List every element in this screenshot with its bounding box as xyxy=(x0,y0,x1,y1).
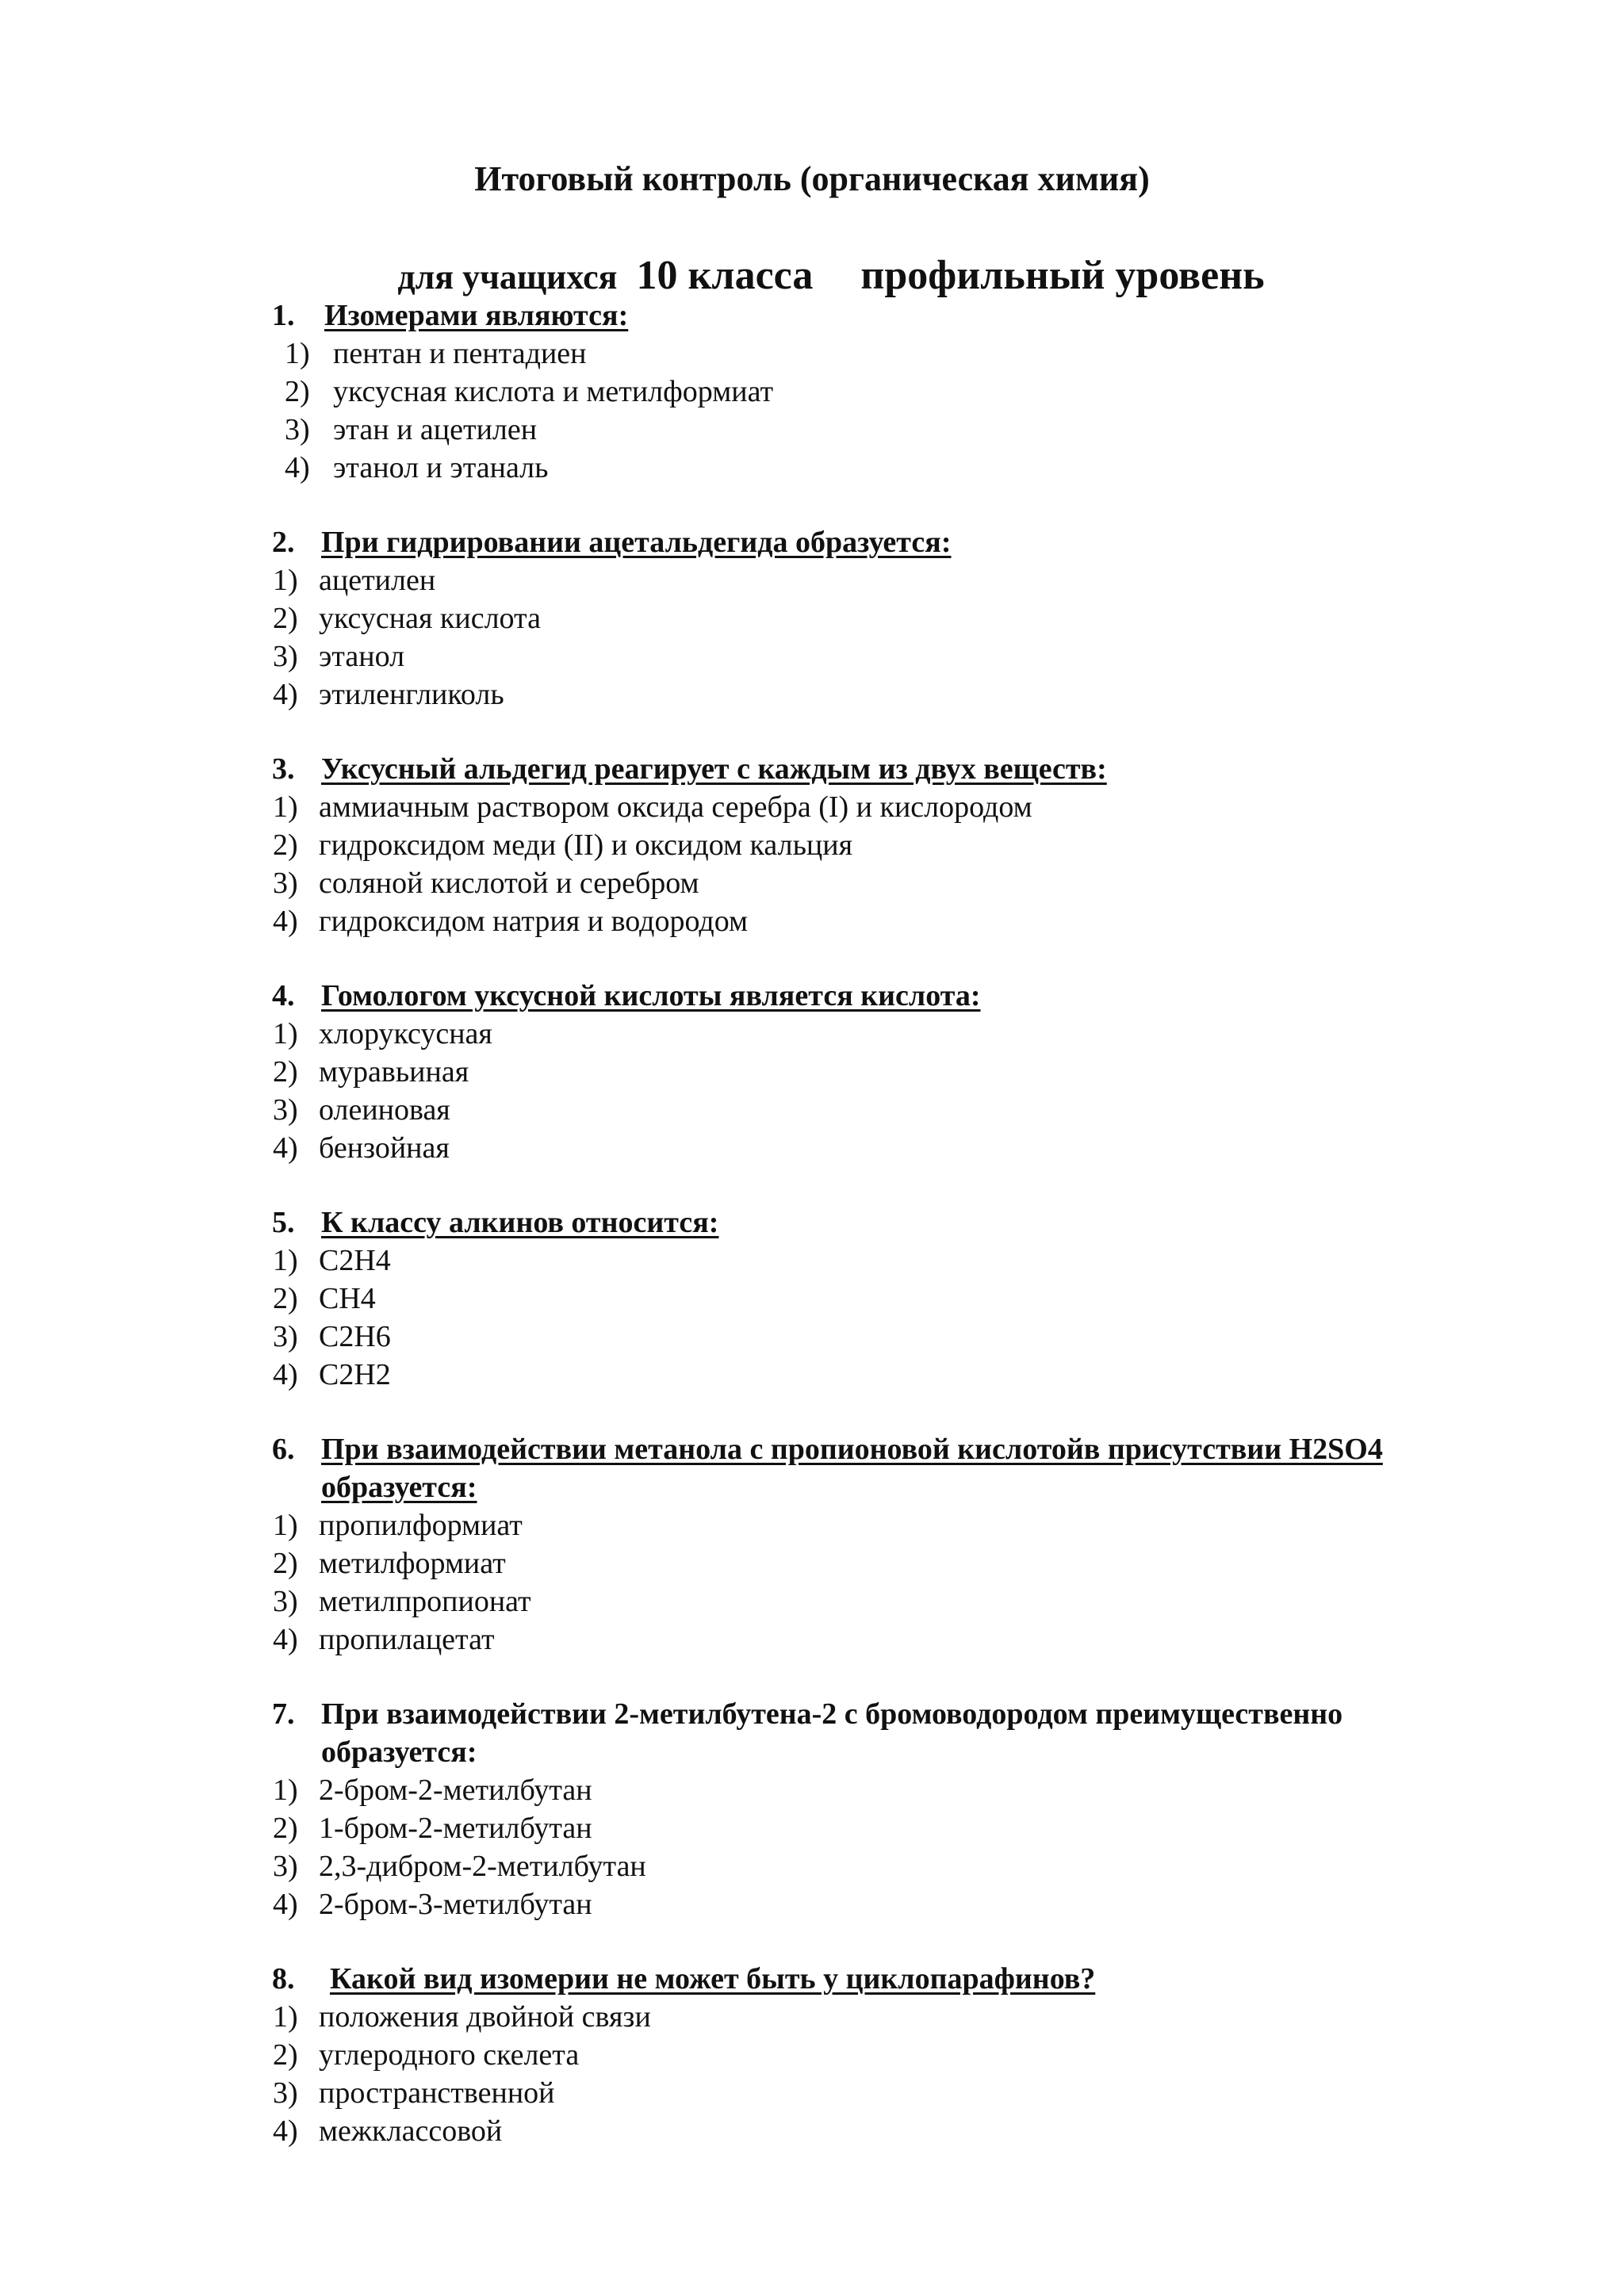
title-audience: для учащихся xyxy=(397,258,618,297)
option-text: этанол xyxy=(319,640,405,673)
question-text: Уксусный альдегид реагирует с каждым из двух веществ: xyxy=(321,752,1107,786)
title-grade: 10 класса xyxy=(636,253,814,298)
option-number: 3) xyxy=(273,1320,298,1353)
option-text: этан и ацетилен xyxy=(333,413,538,446)
option-number: 1) xyxy=(285,337,310,370)
option-text: пространственной xyxy=(319,2076,555,2110)
question-text: Изомерами являются: xyxy=(324,299,629,332)
option-text: хлоруксусная xyxy=(319,1017,492,1050)
question-text: При взаимодействии метанола с пропионовой кислотойв присутствии H2SO4 xyxy=(321,1433,1383,1466)
question-number: 7. xyxy=(272,1697,295,1731)
option-number: 3) xyxy=(273,640,298,673)
option-number: 4) xyxy=(273,2114,298,2148)
option-number: 2) xyxy=(273,828,298,862)
option-text: бензойная xyxy=(319,1131,450,1165)
option-text: межклассовой xyxy=(319,2114,503,2148)
question-text: Гомологом уксусной кислоты является кислота: xyxy=(321,979,981,1012)
option-number: 2) xyxy=(285,375,310,408)
option-text: C2H6 xyxy=(319,1320,391,1353)
title-level: профильный уровень xyxy=(860,253,1265,298)
option-number: 2) xyxy=(273,1282,298,1315)
option-number: 1) xyxy=(273,1017,298,1050)
option-number: 3) xyxy=(285,413,310,446)
option-number: 4) xyxy=(273,678,298,711)
option-number: 1) xyxy=(273,1774,298,1807)
question-number: 4. xyxy=(272,979,295,1012)
option-text: метилформиат xyxy=(319,1547,506,1580)
option-text: CH4 xyxy=(319,1282,376,1315)
option-number: 4) xyxy=(273,1131,298,1165)
option-number: 1) xyxy=(273,1244,298,1277)
option-text: 2-бром-2-метилбутан xyxy=(319,1774,592,1807)
question-text: При взаимодействии 2-метилбутена-2 с бромоводородом преимущественно xyxy=(321,1697,1343,1731)
option-number: 3) xyxy=(273,2076,298,2110)
option-number: 2) xyxy=(273,602,298,635)
option-number: 1) xyxy=(273,1509,298,1542)
option-text: 2,3-дибром-2-метилбутан xyxy=(319,1850,646,1883)
question-text: Какой вид изомерии не может быть у циклопарафинов? xyxy=(330,1962,1096,1996)
question-number: 2. xyxy=(272,526,295,559)
option-text: 2-бром-3-метилбутан xyxy=(319,1888,592,1921)
option-number: 4) xyxy=(285,451,310,484)
option-text: уксусная кислота и метилформиат xyxy=(333,375,774,408)
question-number: 5. xyxy=(272,1206,295,1239)
option-number: 4) xyxy=(273,1888,298,1921)
option-number: 2) xyxy=(273,1547,298,1580)
option-number: 4) xyxy=(273,905,298,938)
option-text: пропилформиат xyxy=(319,1509,523,1542)
option-text: уксусная кислота xyxy=(319,602,541,635)
option-number: 3) xyxy=(273,1585,298,1618)
option-number: 3) xyxy=(273,867,298,900)
question-text: При гидрировании ацетальдегида образуется: xyxy=(321,526,952,559)
option-text: C2H2 xyxy=(319,1358,391,1391)
option-number: 4) xyxy=(273,1358,298,1391)
option-text: этанол и этаналь xyxy=(333,451,549,484)
option-number: 1) xyxy=(273,564,298,597)
option-number: 1) xyxy=(273,2000,298,2034)
option-text: аммиачным раствором оксида серебра (I) и кислородом xyxy=(319,790,1032,824)
option-text: гидроксидом меди (II) и оксидом кальция xyxy=(319,828,853,862)
question-number: 1. xyxy=(272,299,295,332)
option-text: положения двойной связи xyxy=(319,2000,651,2034)
option-text: соляной кислотой и серебром xyxy=(319,867,699,900)
question-text: К классу алкинов относится: xyxy=(321,1206,719,1239)
option-text: пропилацетат xyxy=(319,1623,495,1656)
question-text-continued: образуется: xyxy=(321,1735,477,1769)
option-text: метилпропионат xyxy=(319,1585,531,1618)
title-line-1: Итоговый контроль (органическая химия) xyxy=(474,159,1150,198)
option-text: олеиновая xyxy=(319,1093,450,1127)
title-line-2 xyxy=(0,205,1624,349)
option-number: 1) xyxy=(273,790,298,824)
option-text: этиленгликоль xyxy=(319,678,504,711)
option-number: 2) xyxy=(273,2038,298,2072)
option-text: углеродного скелета xyxy=(319,2038,580,2072)
question-number: 3. xyxy=(272,752,295,786)
option-text: муравьиная xyxy=(319,1055,469,1089)
question-number: 6. xyxy=(272,1433,295,1466)
option-number: 3) xyxy=(273,1093,298,1127)
option-text: C2H4 xyxy=(319,1244,391,1277)
option-number: 2) xyxy=(273,1055,298,1089)
question-text-continued: образуется: xyxy=(321,1471,477,1504)
option-number: 4) xyxy=(273,1623,298,1656)
option-text: пентан и пентадиен xyxy=(333,337,587,370)
option-number: 3) xyxy=(273,1850,298,1883)
question-number: 8. xyxy=(272,1962,295,1996)
option-text: ацетилен xyxy=(319,564,436,597)
option-number: 2) xyxy=(273,1812,298,1845)
option-text: гидроксидом натрия и водородом xyxy=(319,905,749,938)
option-text: 1-бром-2-метилбутан xyxy=(319,1812,592,1845)
